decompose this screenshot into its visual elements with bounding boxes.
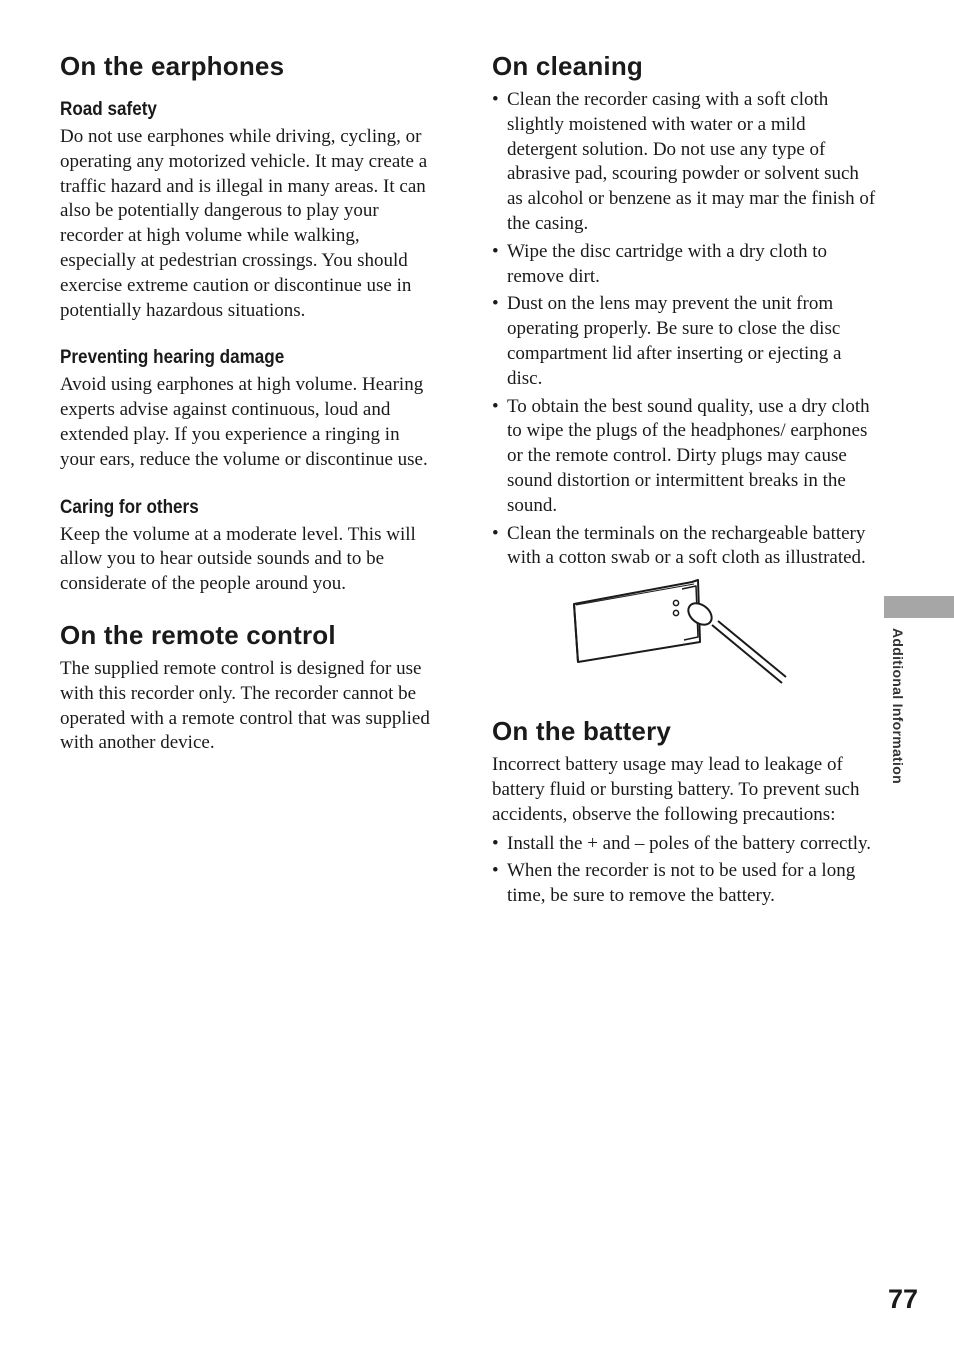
bullet-icon: •	[492, 89, 499, 110]
section-side-label: Additional Information	[890, 628, 906, 784]
earphones-title: On the earphones	[60, 51, 285, 81]
list-item: • Clean the terminals on the rechargeable battery with a cotton swab or a soft cloth as illustrated.	[492, 522, 866, 569]
bullet-icon: •	[492, 522, 499, 544]
bullet-icon: •	[492, 240, 499, 262]
battery-text: Incorrect battery usage may lead to leakage of battery fluid or bursting battery. To prevent such accidents, observe the following precautions:	[492, 754, 860, 825]
bullet-icon: •	[492, 293, 499, 315]
list-item: • Clean the recorder casing with a soft cloth slightly moistened with water or a mild detergent solution. Do not use any type of abrasive pad, scouring powder or solvent such as alcohol or benzene as it may mar the finish of the casing.	[492, 89, 876, 234]
road-safety-text: Do not use earphones while driving, cycling, or operating any motorized vehicle. It may create a traffic hazard and is illegal in many areas. It can also be potentially dangerous to play your recorder at high volume while walking, especially at pedestrian crossings. You should exercise extreme caution or discontinue use in potentially hazardous situations.	[60, 126, 428, 321]
cleaning-title: On cleaning	[492, 51, 644, 81]
list-item: • Dust on the lens may prevent the unit from operating properly. Be sure to close the disc compartment lid after inserting or ejecting a disc.	[492, 293, 842, 389]
cotton-swab-battery-icon	[572, 577, 788, 687]
right-column	[492, 44, 876, 912]
cleaning-list	[492, 88, 876, 571]
bullet-icon: •	[492, 832, 499, 854]
bullet-icon: •	[492, 395, 499, 417]
remote-text: The supplied remote control is designed for use with this recorder only. The recorder cannot be operated with a remote control that was supplied with another device.	[60, 657, 430, 754]
list-item: • When the recorder is not to be used for a long time, be sure to remove the battery.	[492, 860, 856, 907]
others-text: Keep the volume at a moderate level. This will allow you to hear outside sounds and to be considerate of the people around you.	[60, 523, 416, 595]
road-safety-heading: Road safety	[60, 99, 157, 120]
battery-list	[492, 832, 876, 909]
battery-cleaning-illustration	[572, 577, 788, 687]
others-heading: Caring for others	[60, 496, 199, 518]
bullet-icon: •	[492, 860, 499, 882]
remote-title: On the remote control	[60, 619, 336, 650]
list-item: • Wipe the disc cartridge with a dry cloth to remove dirt.	[492, 240, 828, 287]
left-column	[60, 44, 438, 756]
battery-title: On the battery	[492, 716, 672, 747]
hearing-heading: Preventing hearing damage	[60, 347, 285, 369]
section-tab-marker	[884, 596, 954, 618]
page-number: 77	[887, 1284, 918, 1314]
hearing-text: Avoid using earphones at high volume. Hearing experts advise against continuous, loud and extended play. If you experience a ringing in your ears, reduce the volume or discontinue use.	[60, 374, 428, 470]
list-item: • Install the + and – poles of the battery correctly.	[492, 832, 876, 857]
list-item: • To obtain the best sound quality, use a dry cloth to wipe the plugs of the headphones/ earphones or the remote control. Dirty plugs may cause sound distortion or intermittent breaks in the sound.	[492, 395, 870, 516]
